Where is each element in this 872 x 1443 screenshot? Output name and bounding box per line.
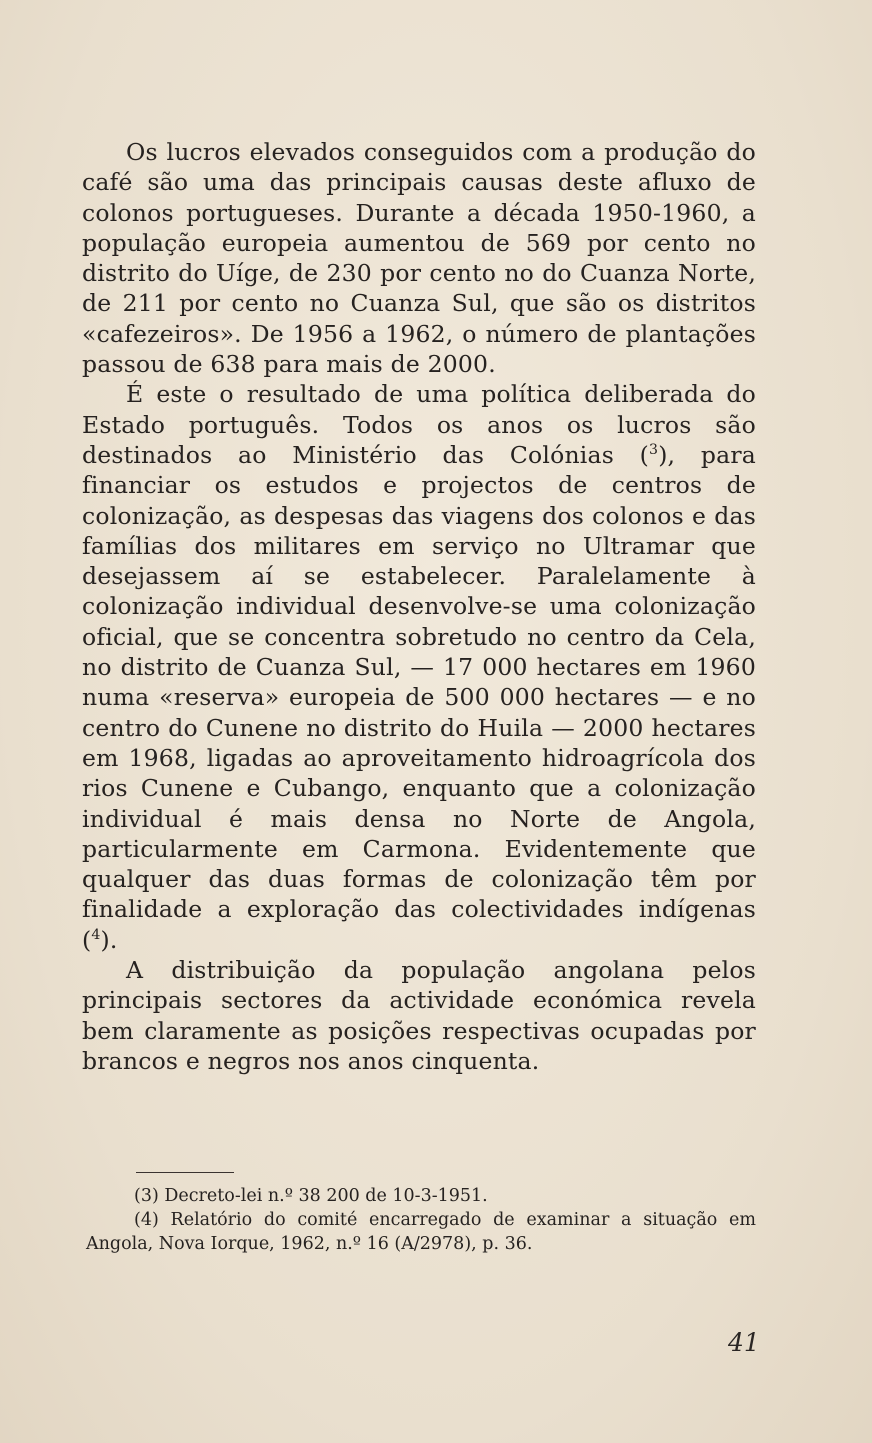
footnote-3-text: Decreto-lei n.º 38 200 de 10-3-1951. [158, 1186, 488, 1206]
paragraph-3: A distribuição da população angolana pelos principais sectores da actividade económica revela bem claramente as posições respectivas ocupadas por brancos e negros nos anos cinquenta. [82, 956, 756, 1075]
footnote-4-text: Relatório do comité encarregado de examinar a situação em Angola, Nova Iorque, 1962, n.º 16 (A/2978), p. 36. [86, 1210, 756, 1254]
footnote-divider [136, 1172, 234, 1173]
footnote-3 [86, 1184, 756, 1208]
footnote-ref-4: 4 [91, 926, 101, 943]
paragraph-2-text-c: ). [100, 925, 118, 954]
footnote-ref-3: 3 [649, 442, 659, 459]
body-text [82, 137, 756, 1076]
paragraph-2 [82, 379, 756, 955]
page-number: 41 [728, 1328, 760, 1357]
footnote-4-mark: (4) [134, 1210, 159, 1230]
paragraph-2-text-a: É este o resultado de uma política deliberada do Estado português. Todos os anos os lucros são destinados ao Ministério das Colónias ( [82, 380, 756, 469]
paragraph-1: Os lucros elevados conseguidos com a produção do café são uma das principais causas deste afluxo de colonos portugueses. Durante a década 1950-1960, a população europeia aumentou de 569 por cento no distrito do Uíge, de 230 por cento no do Cuanza Norte, de 211 por cento no Cuanza Sul, que são os distritos «cafezeiros». De 1956 a 1962, o número de plantações passou de 638 para mais de 2000. [82, 138, 756, 379]
footnotes [86, 1184, 756, 1256]
footnote-4 [86, 1208, 756, 1256]
footnote-3-mark: (3) [134, 1186, 159, 1206]
paragraph-2-text-b: ), para financiar os estudos e projectos de centros de colonização, as despesas das viagens dos colonos e das famílias dos militares em serviço no Ultramar que desejassem aí se estabelecer. Paralelamente à colonização individual desenvolve-se uma colonização oficial, que se concentra sobretudo no centro da Cela, no distrito de Cuanza Sul, — 17 000 hectares em 1960 numa «reserva» europeia de 500 000 hectares — e no centro do Cunene no distrito do Huila — 2000 hectares em 1968, ligadas ao aproveitamento hidroagrícola dos rios Cunene e Cubango, enquanto que a colonização individual é mais densa no Norte de Angola, particularmente em Carmona. Evidentemente que qualquer das duas formas de colonização têm por finalidade a exploração das colectividades indígenas ( [82, 440, 756, 954]
